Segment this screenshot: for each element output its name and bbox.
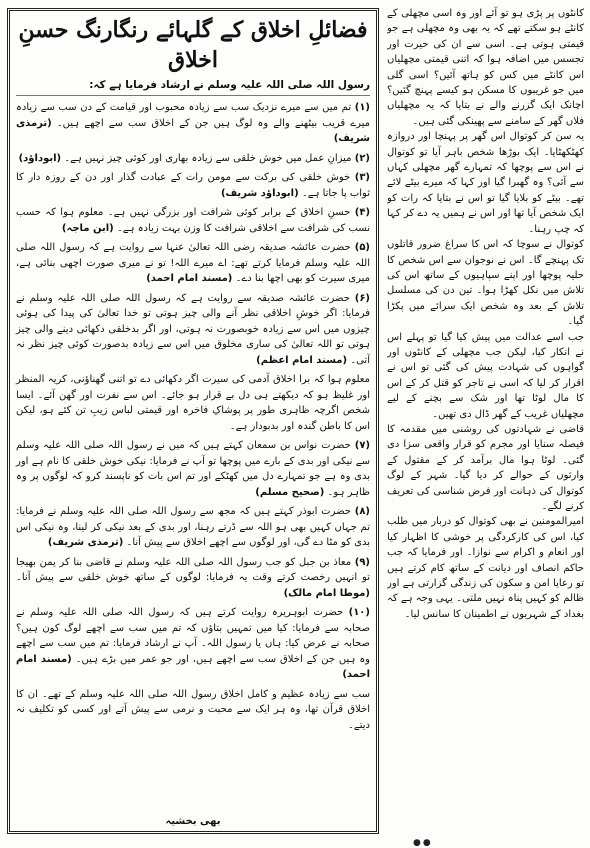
article-title: فضائلِ اخلاق کے گلہائے رنگارنگ حسنِ اخلاق	[18, 17, 368, 73]
paragraph-reference: (مسند امام احمد)	[146, 273, 233, 284]
article-body	[16, 100, 370, 733]
paragraph-reference: (مسند امام احمد)	[16, 653, 370, 680]
paragraph-text: معلوم ہوا کہ برا اخلاق آدمی کی سیرت اگر دکھائی دے تو اتنی گھناؤنی، کریہ المنظر اور غلیظ ہو کہ دیکھتے ہی دل بے قرار ہو جائے۔ اس سے نفرت اور گھن آئے۔ ایسا شخص اگرچہ ظاہری طور پر پوشاکِ فاخرہ اور قیمتی لباس زیبِ تن کئے ہو، لیکن اس کا باطن گندہ اور بدبودار ہے۔	[16, 374, 370, 432]
paragraph-reference: (صحیح مسلم)	[255, 486, 325, 498]
paragraph-reference: (موطا امام مالک)	[283, 587, 370, 599]
paragraph-number: (۴)	[354, 207, 371, 218]
paragraph-number: (۹)	[354, 556, 370, 568]
paragraph-number: (۱)	[354, 102, 370, 113]
paragraph-number: (۷)	[354, 440, 371, 451]
paragraph-text: حضرت عائشہ صدیقہ سے روایت ہے کہ رسول اللہ صلی اللہ علیہ وسلم نے فرمایا: اگر خوشِ اخلاقی نظر آنے والی چیز ہوتی تو خدا تعالیٰ کی پیدا کی ہوئی چیزوں میں اس سے زیادہ خوبصورت نہ ہوتی، اور اگر بدخلقی دکھائی دینے والی چیز ہوتی تو اللہ تعالیٰ کی ساری مخلوق میں اس سے زیادہ بدصورت کوئی چیز نظر نہ آتی۔	[16, 292, 370, 366]
paragraph-number: (۸)	[354, 506, 370, 517]
article-paragraph	[16, 240, 370, 287]
article-paragraph	[16, 372, 370, 434]
article-paragraph	[16, 438, 370, 500]
article-footer-note: بھی بخشیہ	[165, 816, 221, 827]
paragraph-text: میزانِ عمل میں خوش خلقی سے زیادہ بھاری اور کوئی چیز نہیں ہے۔	[64, 152, 352, 164]
paragraph-text: معاذ بن جبل کو جب رسول اللہ صلی اللہ علیہ وسلم نے قاضی بنا کر یمن بھیجا تو انہیں رخصت کرتے وقت یہ فرمایا: لوگوں کے ساتھ خوش خلقی سے پیش آنا۔	[16, 556, 370, 583]
paragraph-number: (۵)	[354, 242, 370, 253]
page-end-marker: ●●	[413, 838, 433, 848]
column-paragraph: قاضی نے شہادتوں کی روشنی میں مقدمہ کا فیصلہ سنایا اور مجرم کو قرار واقعی سزا دی گئی۔ لوٹا ہوا مال برآمد کر کے مقتول کے وارثوں کے حوالے کر دیا گیا۔ شہر کے لوگ کوتوال کی ذہانت اور فرض شناسی کی تعریف کرنے لگے۔	[387, 423, 584, 512]
paragraph-reference: (ترمذی شریف)	[47, 537, 124, 548]
column-paragraph: کانٹوں پر پڑی ہو تو آئے اور وہ اسی مچھلی کے کانٹے ہو سکتے تھے کہ یہ بھی وہ مچھلی ہے جو قیمتی ہوتی ہے۔ اسی سے ان کی حیرت اور تجسس میں اضافہ ہوا کہ اتنی قیمتی مچھلیاں اس کانٹے میں کس کو ہاتھ آئیں؟ اسی گلی میں جو غریبوں کا مسکن ہو کیسے پہنچ گئیں؟ اچانک ایک گزرنے والے نے بتایا کہ یہ مچھلیاں فلاں گھر کے سامنے سے پھینکی گئی ہیں۔	[387, 8, 584, 127]
paragraph-number: (۱۰)	[348, 607, 370, 618]
paragraph-text: حسنِ اخلاق کے برابر کوئی شرافت اور بزرگی نہیں ہے۔ معلوم ہوا کہ حسب نسب کی شرافت سے اخلاقی شرافت کا وزن بہت زیادہ ہے۔	[16, 207, 370, 234]
paragraph-text: حضرت ابوذر کہتے ہیں کہ مجھ سے رسول اللہ صلی اللہ علیہ وسلم نے فرمایا: تم جہاں کہیں بھی ہو اللہ سے ڈرتے رہنا، اور بدی کے بعد نیکی کر لینا، وہ نیکی اس بدی کو مٹا دے گی، اور لوگوں سے اچھے اخلاق سے پیش آنا۔	[16, 506, 370, 548]
column-paragraph: یہ سن کر کوتوال اس گھر پر پہنچا اور دروازہ کھٹکھٹایا۔ ایک بوڑھا شخص باہر آیا تو کوتوال نے اس سے پوچھا کہ تمہارے گھر مچھلی کہاں سے آئی؟ وہ گھبرا گیا اور کہا کہ میرے بیٹے لائے تھے۔ بیٹے کو بلایا گیا تو اس نے بتایا کہ رات کو ایک شخص آیا تھا اور اس نے ہمیں یہ دے کر کہا کہ چپ رہنا۔	[387, 131, 584, 235]
paragraph-reference: (ابوداؤد)	[18, 152, 62, 164]
column-paragraph: جب اسے عدالت میں پیش کیا گیا تو پہلے اس نے انکار کیا، لیکن جب مچھلی کے کانٹوں اور گواہوں کی شہادت پیش کی گئی تو اس نے اقرار کر لیا کہ اسی نے تاجر کو قتل کر کے اس کا مال لوٹا تھا اور شک سے بچنے کے لیے مچھلیاں غریب کے گھر ڈال دی تھیں۔	[387, 331, 584, 420]
article-paragraph	[16, 170, 370, 201]
paragraph-number: (۶)	[354, 292, 370, 304]
paragraph-reference: (ترمذی شریف)	[16, 117, 370, 144]
paragraph-text: حضرت نواس بن سمعان کہتے ہیں کہ میں نے رسول اللہ صلی اللہ علیہ وسلم سے نیکی اور بدی کے بارے میں پوچھا تو آپ نے فرمایا: نیکی خوش خلقی کا نام ہے اور بدی وہ ہے جو تمہارے دل میں کھٹکے اور تم اس بات کو ناپسند کرو کہ لوگوں پر وہ ظاہر ہو۔	[16, 440, 370, 498]
paragraph-text: سب سے زیادہ عظیم و کامل اخلاق رسول اللہ صلی اللہ علیہ وسلم کے تھے۔ ان کا اخلاق قرآن تھا، وہ ہر ایک سے محبت و نرمی سے پیش آتے اور کسی کو تکلیف نہ دیتے۔	[16, 688, 370, 731]
column-paragraph: کوتوال نے سوچا کہ اس کا سراغ ضرور قاتلوں تک پہنچے گا۔ اس نے نوجوان سے اس شخص کا حلیہ پوچھا اور اپنے سپاہیوں کے ساتھ اس کی تلاش میں نکل کھڑا ہوا۔ تین دن کی مسلسل تلاش کے بعد وہ شخص ایک سرائے میں پکڑا گیا۔	[387, 239, 584, 328]
paragraph-reference: (مسند امام اعظم)	[256, 354, 348, 366]
article-paragraph	[16, 555, 370, 602]
column-paragraph: امیرالمومنین نے بھی کوتوال کو دربار میں طلب کیا، اس کی کارکردگی پر خوشی کا اظہار کیا اور انعام و اکرام سے نوازا۔ اور فرمایا کہ جب حاکم انصاف اور دیانت کے ساتھ کام کرتے ہیں تو رعایا امن و سکون کی زندگی گزارتی ہے اور ظالم کو کہیں پناہ نہیں ملتی۔ یہی وجہ ہے کہ بغداد کے شہریوں نے اطمینان کا سانس لیا۔	[387, 516, 584, 620]
paragraph-reference: (ابن ماجہ)	[61, 222, 114, 234]
paragraph-text: تم میں سے میرے نزدیک سب سے زیادہ محبوب اور قیامت کے دن سب سے زیادہ میرے قریب بیٹھنے والے وہ لوگ ہیں جن کے اخلاق سب سے اچھے ہیں۔	[16, 102, 370, 129]
article-paragraph	[16, 205, 370, 236]
article-paragraph	[16, 100, 370, 147]
article-paragraph	[16, 504, 370, 551]
paragraph-number: (۳)	[354, 172, 370, 183]
article-intro: رسول اللہ صلی اللہ علیہ وسلم نے ارشاد فرمایا ہے کہ:	[16, 77, 370, 96]
paragraph-reference: (ابوداؤد شریف)	[220, 187, 299, 199]
paragraph-number: (۲)	[354, 152, 370, 164]
story-column	[387, 6, 584, 840]
paragraph-text: حضرت ابوہریرہ روایت کرتے ہیں کہ رسول اللہ صلی اللہ علیہ وسلم نے صحابہ سے فرمایا: کیا میں تمہیں بتاؤں کہ تم میں سب سے اچھے لوگ کون ہیں؟ صحابہ نے عرض کیا: ہاں یا رسول اللہ۔ آپ نے ارشاد فرمایا: تم میں سب سے اچھے وہ ہیں جن کے اخلاق سب سے اچھے ہیں، اور جو عمر میں بڑے ہیں۔	[16, 607, 371, 665]
article-paragraph	[16, 687, 370, 734]
paragraph-text: حضرت عائشہ صدیقہ رضی اللہ تعالیٰ عنہا سے روایت ہے کہ رسول اللہ صلی اللہ علیہ وسلم فرمایا کرتے تھے: اے میرے اللہ! تو نے میری صورت اچھی بنائی ہے، میری سیرت کو بھی اچھا بنا دے۔	[16, 242, 370, 284]
article-paragraph	[16, 151, 370, 167]
paragraph-text: خوش خلقی کی برکت سے مومن رات کے عبادت گذار اور دن کے روزہ دار کا ثواب پا جاتا ہے۔	[16, 172, 370, 199]
article-paragraph	[16, 605, 370, 683]
article-box	[7, 8, 379, 834]
article-paragraph	[16, 291, 370, 369]
